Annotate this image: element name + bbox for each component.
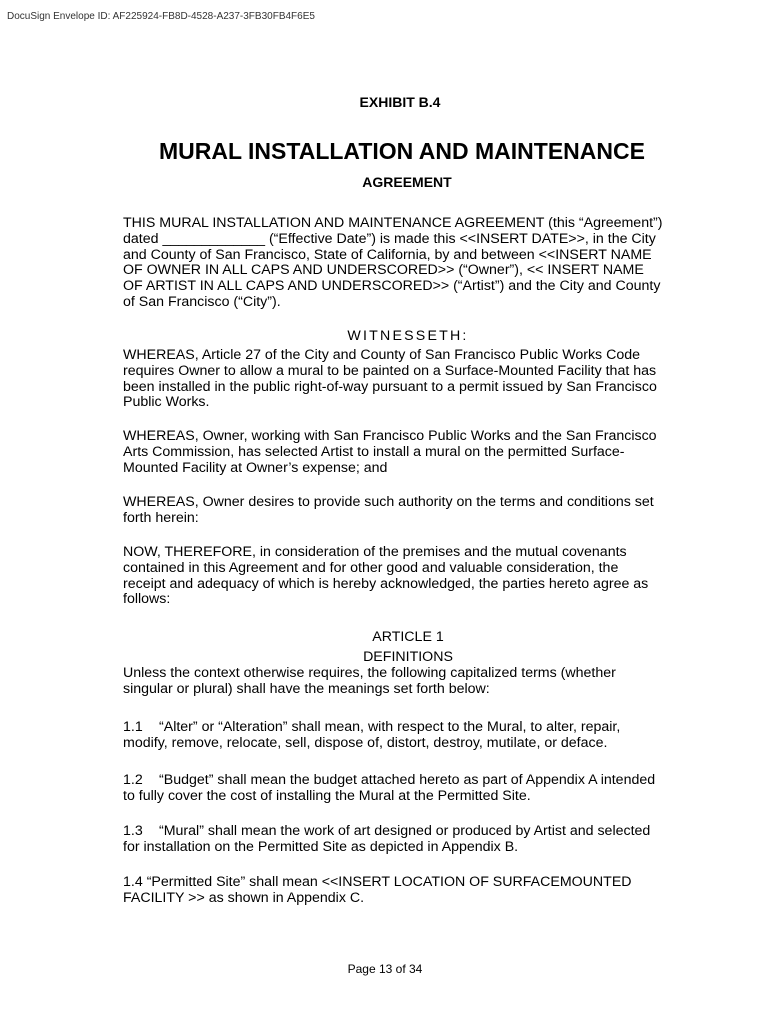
exhibit-label: EXHIBIT B.4 bbox=[359, 94, 441, 110]
document-title: MURAL INSTALLATION AND MAINTENANCE bbox=[159, 138, 645, 164]
article-number: ARTICLE 1 bbox=[372, 629, 444, 645]
clause-text: “Alter” or “Alteration” shall mean, with respect to the Mural, to alter, repair, modify, remove, relocate, sell, dispose of, distort, destroy, mutilate, or deface. bbox=[123, 719, 621, 751]
article-heading: DEFINITIONS bbox=[363, 649, 453, 665]
article-lead: Unless the context otherwise requires, the following capitalized terms (whether singular or plural) shall have the meanings set forth below: bbox=[123, 665, 616, 697]
clause-1-3 bbox=[123, 824, 663, 856]
clause-text: “Mural” shall mean the work of art designed or produced by Artist and selected for installation on the Permitted Site as depicted in Appendix B. bbox=[123, 823, 651, 855]
clause-1-1 bbox=[123, 720, 663, 752]
clause-number: 1.2 bbox=[123, 772, 143, 788]
intro-paragraph: THIS MURAL INSTALLATION AND MAINTENANCE AGREEMENT (this “Agreement”) dated _____________ (“Effective Date”) is made this <<INSERT DATE>>, in the City and County of San Francisco, State of California, by and between <<INSERT NAME OF OWNER IN ALL CAPS AND UNDERSCORED>> (“Owner”), << INSERT NAME OF ARTIST IN ALL CAPS AND UNDERSCORED>> (“Artist”) and the City and County of San Francisco (“City”). bbox=[123, 215, 663, 310]
envelope-id: DocuSign Envelope ID: AF225924-FB8D-4528-A237-3FB30FB4F6E5 bbox=[7, 11, 315, 22]
recital-1: WHEREAS, Article 27 of the City and County of San Francisco Public Works Code requires Owner to allow a mural to be painted on a Surface-Mounted Facility that has been installed in the public right-of-way pursuant to a permit issued by San Francisco Public Works. bbox=[123, 347, 657, 411]
clause-number: 1.4 bbox=[123, 874, 143, 890]
document-subtitle: AGREEMENT bbox=[362, 174, 452, 190]
clause-1-4 bbox=[123, 875, 663, 907]
page-number: Page 13 of 34 bbox=[347, 962, 423, 976]
recital-now-therefore: NOW, THEREFORE, in consideration of the premises and the mutual covenants contained in this Agreement and for other good and valuable consideration, the receipt and adequacy of which is hereby acknowledged, the parties hereto agree as follows: bbox=[123, 544, 649, 608]
clause-1-2 bbox=[123, 773, 663, 805]
witnesseth-heading: WITNESSETH: bbox=[347, 328, 469, 344]
clause-number: 1.1 bbox=[123, 719, 143, 735]
clause-text: “Budget” shall mean the budget attached hereto as part of Appendix A intended to fully cover the cost of installing the Mural at the Permitted Site. bbox=[123, 772, 656, 804]
recital-2: WHEREAS, Owner, working with San Francisco Public Works and the San Francisco Arts Commission, has selected Artist to install a mural on the permitted Surface-Mounted Facility at Owner’s expense; and bbox=[123, 428, 657, 476]
recital-3: WHEREAS, Owner desires to provide such authority on the terms and conditions set forth herein: bbox=[123, 494, 654, 526]
clause-number: 1.3 bbox=[123, 823, 143, 839]
clause-text: “Permitted Site” shall mean <<INSERT LOCATION OF SURFACEMOUNTED FACILITY >> as shown in Appendix C. bbox=[123, 874, 632, 906]
